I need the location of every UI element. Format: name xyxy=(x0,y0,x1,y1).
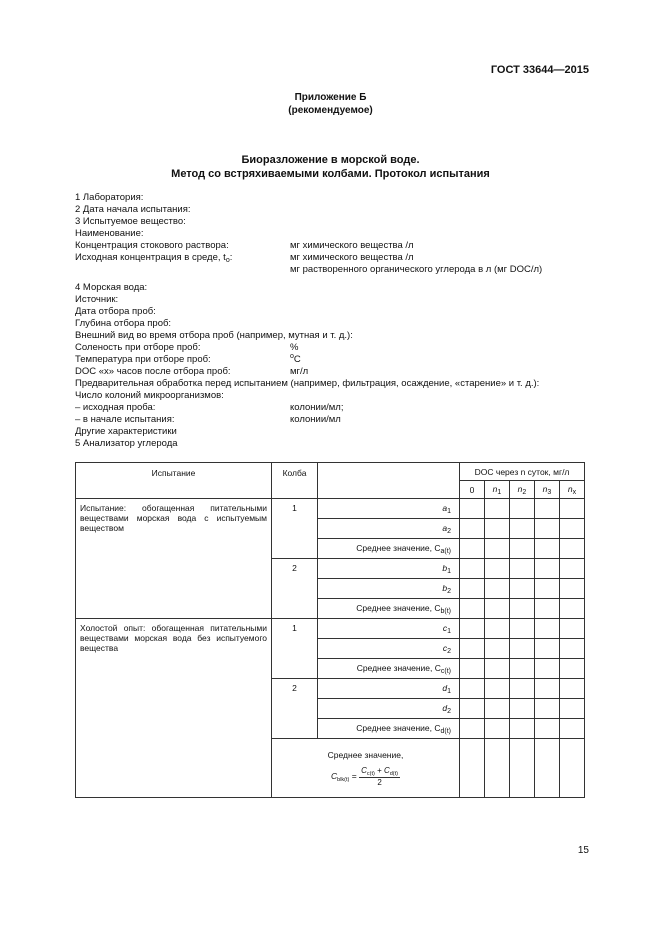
row-c1: $c_1$ xyxy=(318,619,460,639)
row-d1: $d_1$ xyxy=(318,679,460,699)
field-pretreatment: Предварительная обработка перед испытанием (например, фильтрация, осаждение, «старение» и т. д.): xyxy=(75,378,540,389)
header-day-0: 0 xyxy=(460,481,485,499)
header-day-n3: $n_3$ xyxy=(535,481,560,499)
field-doc: DOC «x» часов после отбора проб: xyxy=(75,366,231,377)
unit-salinity: % xyxy=(290,342,299,353)
unit-doc: мг/л xyxy=(290,366,309,377)
page-number: 15 xyxy=(577,845,589,856)
doc-title-line1: Биоразложение в морской воде. xyxy=(241,154,420,166)
blank-description: Холостой опыт: обогащенная питательными веществами морская вода без испытуемого вещества xyxy=(76,619,272,798)
field-stock-conc: Концентрация стокового раствора: xyxy=(75,240,229,251)
test-description: Испытание: обогащенная питательными веществами морская вода с испытуемым веществом xyxy=(76,499,272,619)
unit-initial-doc: мг растворенного органического углерода в л (мг DOC/л) xyxy=(290,264,543,275)
appendix-title: Приложение Б xyxy=(294,92,367,103)
unit-stock: мг химического вещества /л xyxy=(290,240,414,251)
mean-blank-formula: $C_{blk(t)}$ = $\frac{C_{c(t)} + C_{d(t)}}{2}$ xyxy=(331,765,398,787)
row-b2: $b_2$ xyxy=(318,579,460,599)
row-mean-b: Среднее значение, $C_{b(t)}$ xyxy=(318,599,460,619)
field-colonies-start: – в начале испытания: xyxy=(75,414,175,425)
field-name: Наименование: xyxy=(75,228,144,239)
header-day-nx: $n_x$ xyxy=(560,481,585,499)
row-c2: $c_2$ xyxy=(318,639,460,659)
row-mean-c: Среднее значение, $C_{c(t)}$ xyxy=(318,659,460,679)
row-a1: $a_1$ xyxy=(318,499,460,519)
header-day-n1: $n_1$ xyxy=(485,481,510,499)
unit-temperature: $^o$C xyxy=(290,353,301,366)
field-seawater: 4 Морская вода: xyxy=(75,282,148,293)
header-doc: DOC через n суток, мг/л xyxy=(460,463,585,481)
header-day-n2: $n_2$ xyxy=(510,481,535,499)
unit-initial: мг химического вещества /л xyxy=(290,252,414,263)
flask-blank-2: 2 xyxy=(272,679,318,739)
unit-colonies-start: колонии/мл xyxy=(290,414,341,425)
flask-2: 2 xyxy=(272,559,318,619)
field-colonies-initial: – исходная проба: xyxy=(75,402,156,413)
flask-1: 1 xyxy=(272,499,318,559)
unit-colonies-initial: колонии/мл; xyxy=(290,402,344,413)
header-flask: Колба xyxy=(272,463,318,499)
field-depth: Глубина отбора проб: xyxy=(75,318,172,329)
standard-number: ГОСТ 33644—2015 xyxy=(490,64,589,76)
header-blank xyxy=(318,463,460,499)
field-lab: 1 Лаборатория: xyxy=(75,192,144,203)
field-salinity: Соленость при отборе проб: xyxy=(75,342,201,353)
field-substance: 3 Испытуемое вещество: xyxy=(75,216,186,227)
field-other: Другие характеристики xyxy=(75,426,177,437)
row-b1: $b_1$ xyxy=(318,559,460,579)
field-sample-date: Дата отбора проб: xyxy=(75,306,156,317)
protocol-table xyxy=(75,462,585,798)
row-d2: $d_2$ xyxy=(318,699,460,719)
row-mean-a: Среднее значение, $C_{a(t)}$ xyxy=(318,539,460,559)
mean-blank-label: Среднее значение, xyxy=(327,749,404,760)
field-start-date: 2 Дата начала испытания: xyxy=(75,204,191,215)
field-analyzer: 5 Анализатор углерода xyxy=(75,438,178,449)
field-appearance: Внешний вид во время отбора проб (например, мутная и т. д.): xyxy=(75,330,353,341)
field-temperature: Температура при отборе проб: xyxy=(75,354,211,365)
doc-title-line2: Метод со встряхиваемыми колбами. Протокол испытания xyxy=(171,168,490,180)
field-source: Источник: xyxy=(75,294,119,305)
field-initial-conc: Исходная концентрация в среде, $t_o$: xyxy=(75,252,233,264)
mean-blank-cell xyxy=(272,739,460,798)
row-mean-d: Среднее значение, $C_{d(t)}$ xyxy=(318,719,460,739)
row-a2: $a_2$ xyxy=(318,519,460,539)
header-test: Испытание xyxy=(76,463,272,499)
field-colonies: Число колоний микроорганизмов: xyxy=(75,390,224,401)
appendix-note: (рекомендуемое) xyxy=(288,105,373,116)
flask-blank-1: 1 xyxy=(272,619,318,679)
